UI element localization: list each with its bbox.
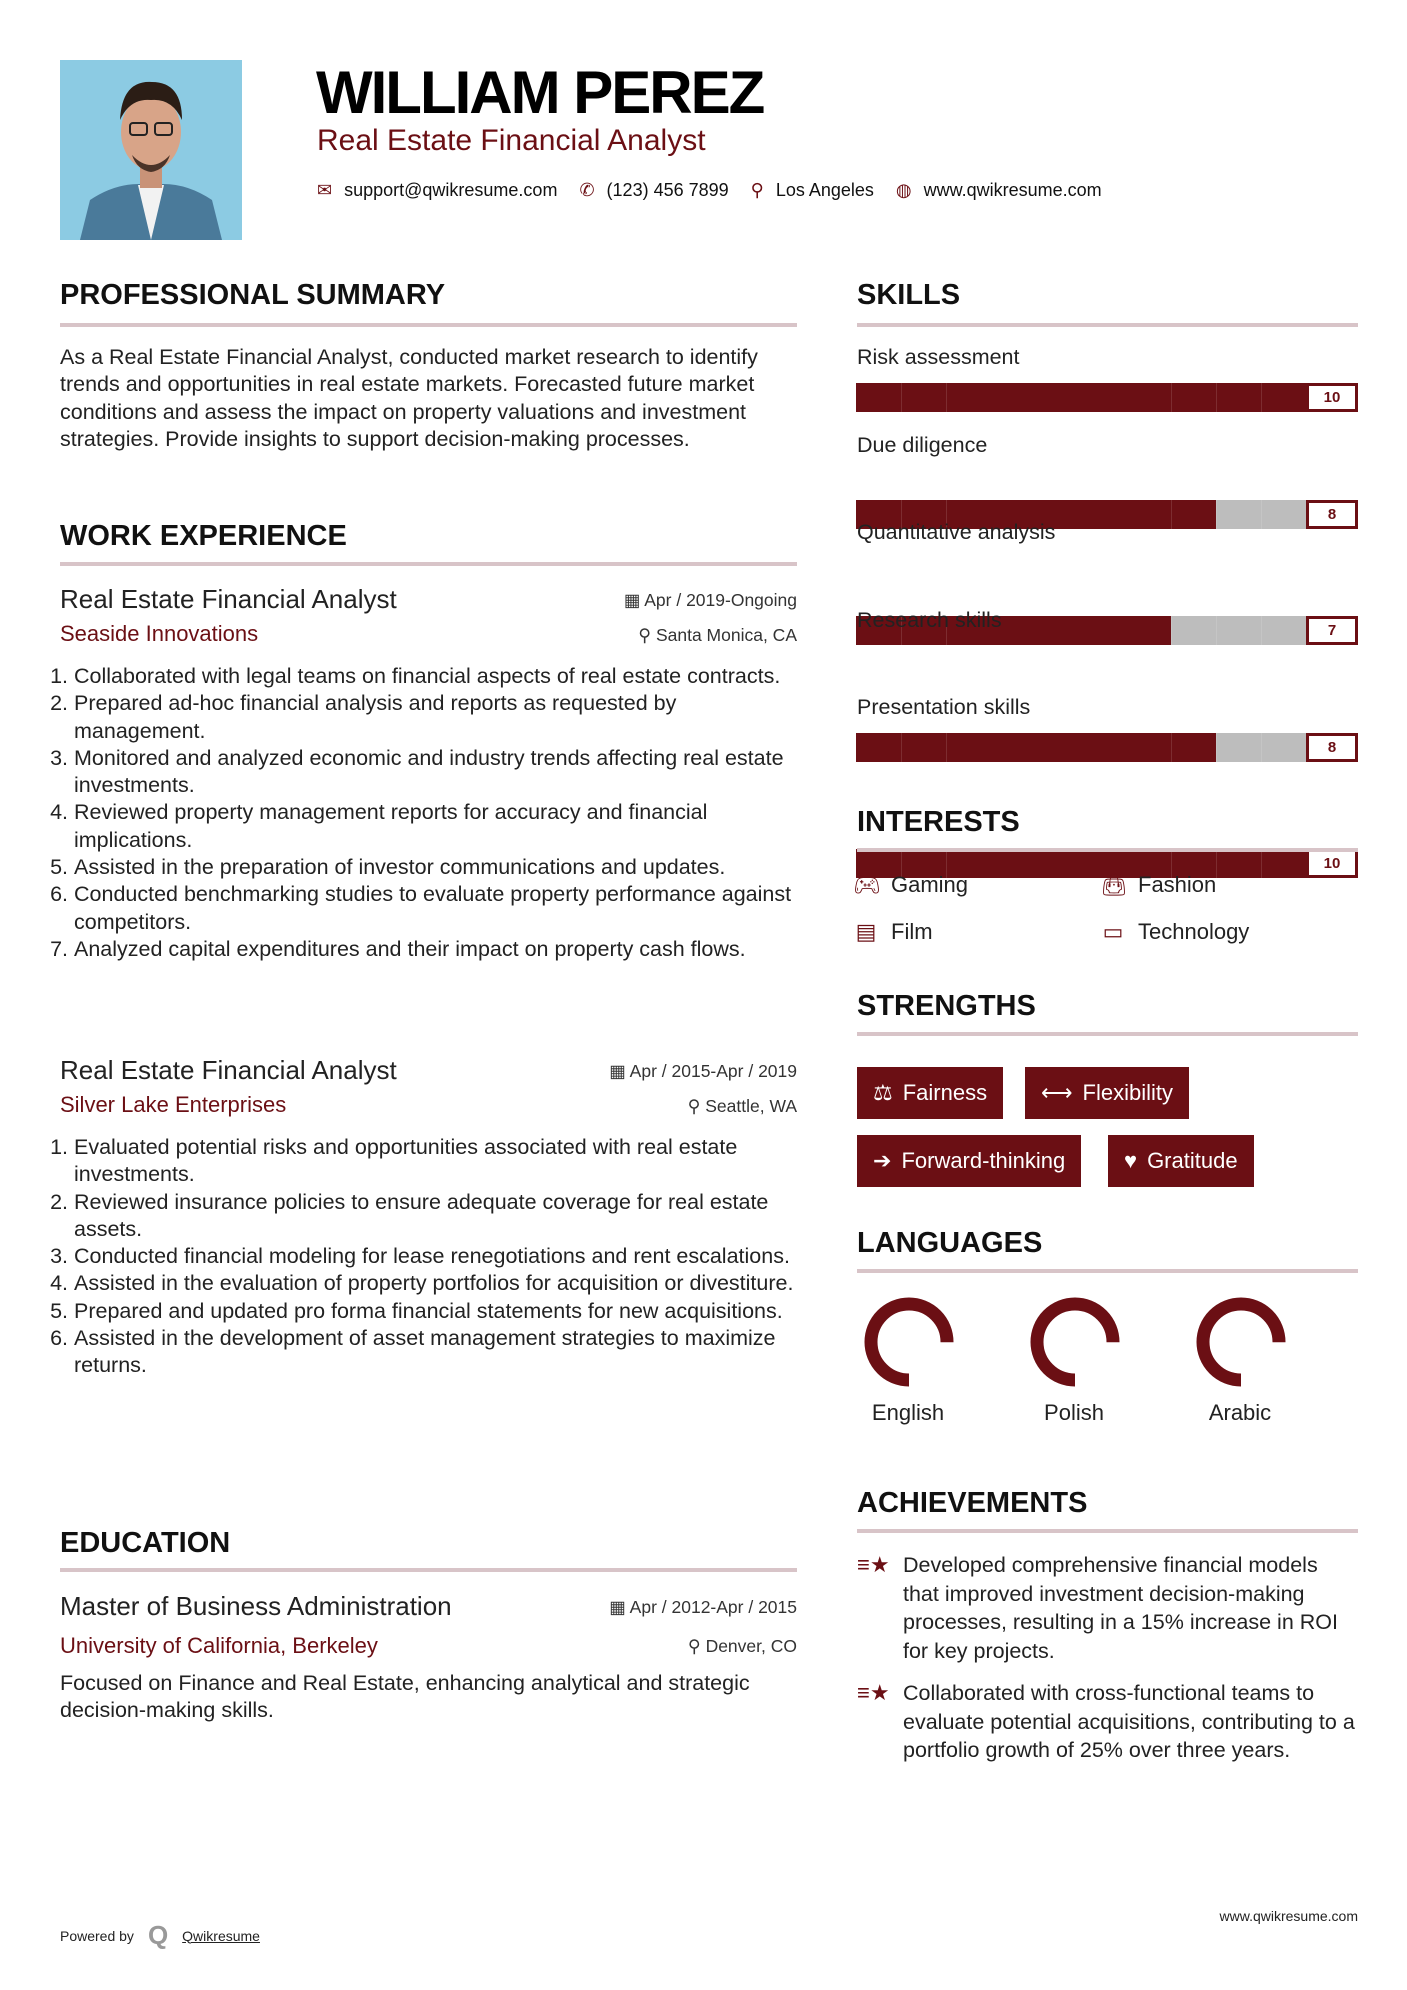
summary-divider — [60, 323, 797, 327]
strength-flexibility: ⟷ Flexibility — [1025, 1067, 1189, 1119]
interest-gaming: 🎮︎ Gaming — [853, 872, 969, 897]
responsibility-item: 2. Prepared ad-hoc financial analysis and reports as requested by management. — [74, 690, 796, 745]
heart-icon: ♥ — [1124, 1148, 1138, 1173]
website-link[interactable]: www.qwikresume.com — [923, 180, 1102, 200]
skill-label: Quantitative analysis — [857, 520, 1056, 544]
job-location: ⚲ Seattle, WA — [687, 1096, 797, 1116]
job-title: Real Estate Financial Analyst — [60, 1055, 397, 1085]
phone-text: (123) 456 7899 — [606, 180, 729, 200]
education-location: ⚲ Denver, CO — [687, 1636, 797, 1656]
language-label: Arabic — [1208, 1400, 1272, 1425]
job-date: ▦ Apr / 2019-Ongoing — [623, 590, 797, 610]
responsibility-item: 6. Assisted in the development of asset management strategies to maximize returns. — [74, 1325, 796, 1380]
school: University of California, Berkeley — [60, 1633, 378, 1658]
job-date: ▦ Apr / 2015-Apr / 2019 — [609, 1061, 797, 1081]
candidate-title: Real Estate Financial Analyst — [317, 124, 706, 157]
globe-icon: ◍ — [895, 180, 912, 200]
film-icon: ▤ — [855, 919, 877, 944]
skill-score: 7 — [1306, 616, 1358, 645]
work-heading: WORK EXPERIENCE — [60, 520, 347, 552]
skill-bar — [856, 383, 1358, 412]
calendar-icon: ▦ — [609, 1597, 630, 1617]
work-divider — [60, 562, 797, 566]
responsibility-item: 1. Evaluated potential risks and opportunities associated with real estate investments. — [74, 1134, 796, 1189]
responsibility-item: 2. Reviewed insurance policies to ensure adequate coverage for real estate assets. — [74, 1189, 796, 1244]
skill-score: 8 — [1306, 500, 1358, 529]
shopping-bag-icon: 👜︎ — [1100, 872, 1128, 897]
job-location: ⚲ Santa Monica, CA — [638, 625, 797, 645]
responsibility-item: 7. Analyzed capital expenditures and their impact on property cash flows. — [74, 936, 796, 963]
skill-label: Presentation skills — [857, 695, 1031, 719]
laptop-icon: ▭ — [1102, 919, 1124, 944]
skill-bar-fill — [856, 733, 1216, 762]
skill-bar — [856, 733, 1358, 762]
footer-powered: Powered by Q Qwikresume — [60, 1920, 260, 1950]
responsibility-item: 5. Prepared and updated pro forma financial statements for new acquisitions. — [74, 1298, 796, 1325]
education-divider — [60, 1568, 797, 1572]
calendar-icon: ▦ — [609, 1061, 630, 1081]
pin-icon: ⚲ — [687, 1096, 706, 1116]
responsibility-item: 4. Assisted in the evaluation of property portfolios for acquisition or divestiture. — [74, 1270, 796, 1297]
summary-text: As a Real Estate Financial Analyst, conducted market research to identify trends and opportunities in real estate markets. Forecasted future market conditions and assess the impact on property valuations and investment strategies. Provide insights to support decision-making processes. — [60, 345, 758, 451]
education-date: ▦ Apr / 2012-Apr / 2015 — [609, 1597, 797, 1617]
responsibility-item: 3. Conducted financial modeling for lease renegotiations and rent escalations. — [74, 1243, 796, 1270]
job-responsibilities — [56, 1134, 796, 1380]
responsibility-item: 1. Collaborated with legal teams on financial aspects of real estate contracts. — [74, 663, 796, 690]
map-pin-icon: ⚲ — [750, 180, 764, 200]
qwikresume-logo-icon: Q — [147, 1920, 169, 1950]
location-text: Los Angeles — [775, 180, 874, 200]
summary-heading: PROFESSIONAL SUMMARY — [60, 279, 446, 311]
phone-icon: ✆ — [579, 180, 595, 200]
pin-icon: ⚲ — [638, 625, 656, 645]
star-icon: ≡★ — [857, 1552, 890, 1577]
envelope-icon: ✉ — [317, 180, 333, 200]
skill-score: 10 — [1306, 849, 1358, 878]
languages-divider — [857, 1269, 1358, 1273]
language-label: English — [871, 1400, 945, 1425]
company-name: Seaside Innovations — [60, 621, 259, 646]
gamepad-icon: 🎮︎ — [853, 872, 881, 897]
achievement-item: ≡★ Developed comprehensive financial models that improved investment decision-making processes, resulting in a 15% increase in ROI for key projects. — [857, 1551, 1359, 1665]
achievement-item: ≡★ Collaborated with cross-functional teams to evaluate potential acquisitions, contributing to a portfolio growth of 25% over three years. — [857, 1679, 1359, 1765]
interests-divider — [857, 848, 1358, 852]
pin-icon: ⚲ — [687, 1636, 706, 1656]
qwikresume-link[interactable]: Qwikresume — [182, 1927, 260, 1944]
achievements-divider — [857, 1529, 1358, 1533]
footer-site[interactable]: www.qwikresume.com — [1219, 1908, 1358, 1924]
interest-fashion: 👜︎ Fashion — [1100, 872, 1217, 897]
degree: Master of Business Administration — [60, 1591, 452, 1621]
responsibility-item: 5. Assisted in the preparation of investor communications and updates. — [74, 854, 796, 881]
language-ring — [1195, 1296, 1287, 1388]
job-responsibilities — [56, 663, 796, 963]
skill-label: Research skills — [857, 607, 1002, 632]
skill-score: 10 — [1306, 383, 1358, 412]
calendar-icon: ▦ — [623, 590, 645, 610]
language-ring — [1029, 1296, 1121, 1388]
skills-heading: SKILLS — [857, 279, 961, 311]
skill-score: 8 — [1306, 733, 1358, 762]
responsibility-item: 6. Conducted benchmarking studies to evaluate property performance against competitors. — [74, 881, 796, 936]
skills-divider — [857, 323, 1358, 327]
strength-forward-thinking: ➔ Forward-thinking — [857, 1135, 1081, 1187]
contact-bar — [317, 180, 1102, 201]
strengths-heading: STRENGTHS — [857, 990, 1036, 1022]
arrow-right-icon: ➔ — [873, 1148, 892, 1173]
strength-fairness: ⚖ Fairness — [857, 1067, 1003, 1119]
language-ring — [863, 1296, 955, 1388]
balance-scale-icon: ⚖ — [873, 1080, 893, 1105]
interests-heading: INTERESTS — [857, 806, 1020, 838]
languages-heading: LANGUAGES — [857, 1227, 1043, 1259]
achievements-heading: ACHIEVEMENTS — [857, 1487, 1088, 1519]
candidate-name: WILLIAM PEREZ — [316, 59, 764, 126]
interest-technology: ▭ Technology — [1100, 919, 1249, 945]
skill-label: Due diligence — [857, 432, 988, 457]
skill-label: Risk assessment — [857, 345, 1020, 369]
education-heading: EDUCATION — [60, 1527, 231, 1559]
strength-gratitude: ♥ Gratitude — [1108, 1135, 1254, 1187]
responsibility-item: 4. Reviewed property management reports for accuracy and financial implications. — [74, 799, 796, 854]
strengths-divider — [857, 1032, 1358, 1036]
star-icon: ≡★ — [857, 1680, 890, 1705]
skill-bar-fill — [856, 383, 1306, 412]
education-text: Focused on Finance and Real Estate, enhancing analytical and strategic decision-making skills. — [60, 1671, 750, 1723]
company-name: Silver Lake Enterprises — [60, 1092, 287, 1117]
email-link[interactable]: support@qwikresume.com — [344, 180, 558, 200]
responsibility-item: 3. Monitored and analyzed economic and industry trends affecting real estate investments. — [74, 745, 796, 800]
arrows-horizontal-icon: ⟷ — [1041, 1080, 1073, 1105]
language-label: Polish — [1044, 1400, 1104, 1425]
job-title: Real Estate Financial Analyst — [60, 584, 397, 614]
profile-photo — [60, 60, 242, 240]
interest-film: ▤ Film — [853, 919, 933, 945]
